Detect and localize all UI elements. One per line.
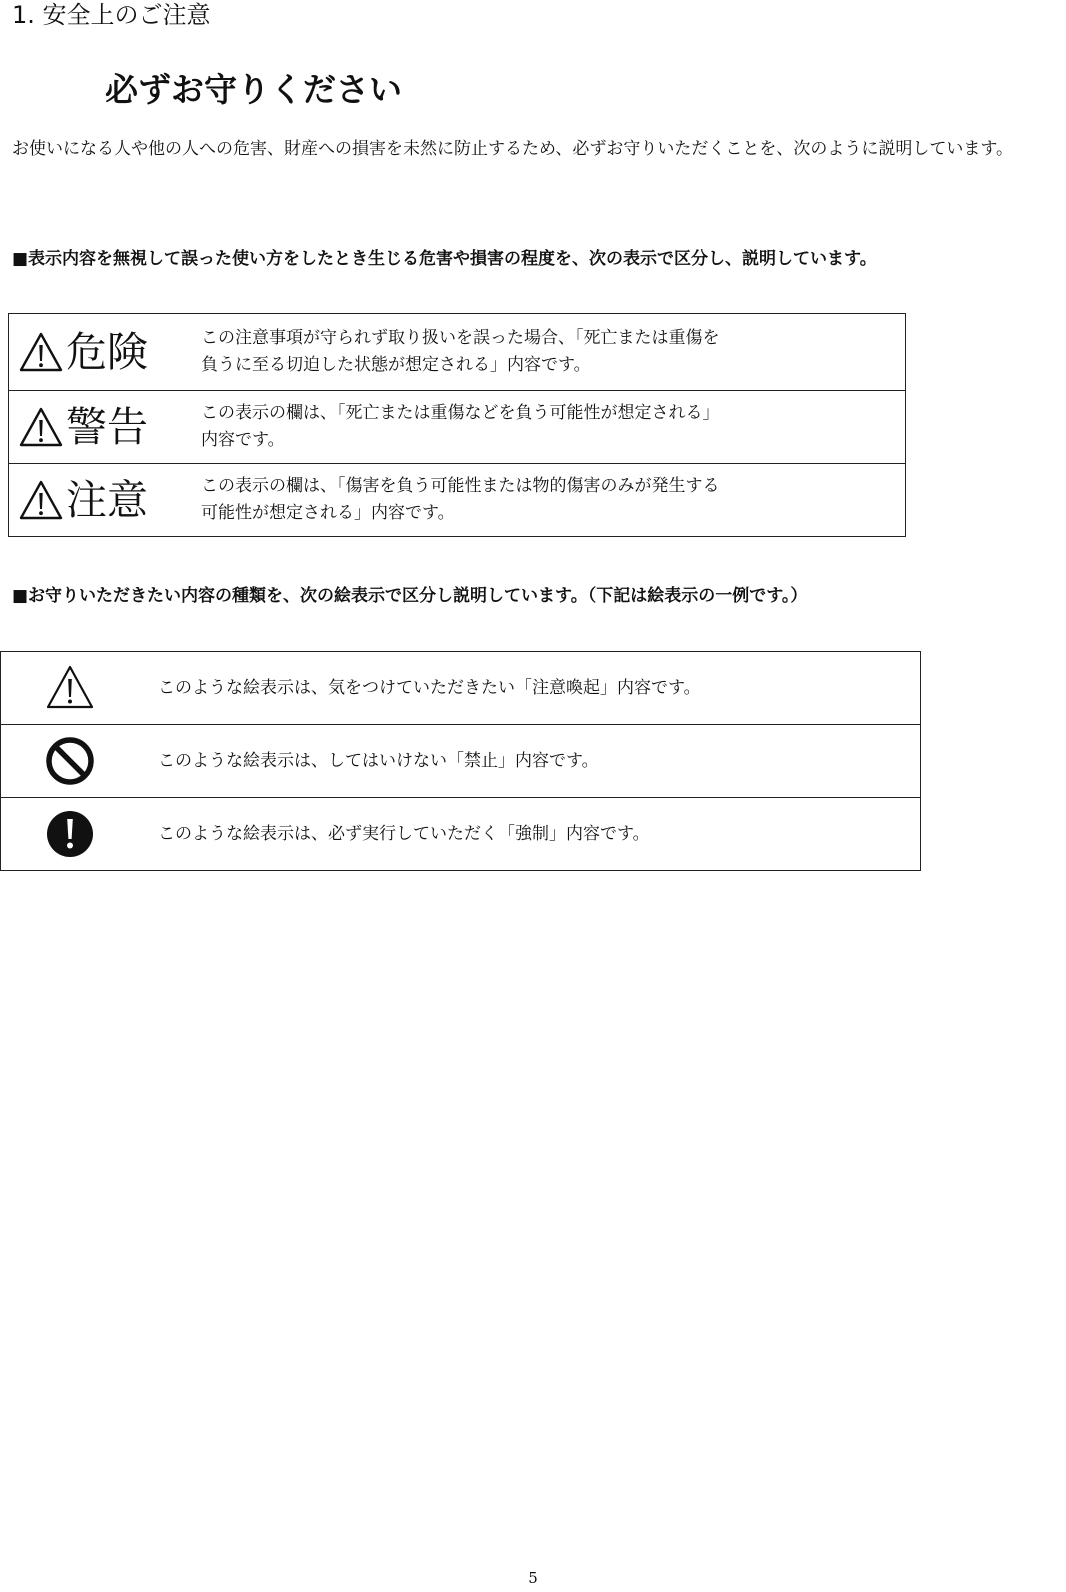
warning-description-line: 内容です。 xyxy=(201,430,285,450)
hazard-level-row xyxy=(9,314,906,391)
pictogram-description: このような絵表示は、気をつけていただきたい「注意喚起」内容です。 xyxy=(138,652,921,725)
hazard-level-row xyxy=(9,391,906,464)
caution-description-line: 可能性が想定される」内容です。 xyxy=(201,503,455,523)
pictogram-description: このような絵表示は、必ず実行していただく「強制」内容です。 xyxy=(138,798,921,871)
warning-triangle-icon xyxy=(18,406,64,448)
danger-label: 危険 xyxy=(66,328,148,376)
warning-label: 警告 xyxy=(66,403,148,451)
hazard-level-description-cell xyxy=(201,464,906,537)
pictogram-icon-cell xyxy=(1,798,139,871)
intro-paragraph: お使いになる人や他の人への危害、財産への損害を未然に防止するため、必ずお守りいただくことを、次のように説明しています。 xyxy=(12,139,1013,159)
mandatory-action-icon xyxy=(43,807,97,861)
caution-triangle-icon xyxy=(43,661,97,715)
warning-description-line: この表示の欄は、「死亡または重傷などを負う可能性が想定される」 xyxy=(201,403,720,423)
pictogram-table xyxy=(0,651,921,871)
danger-description-line: この注意事項が守られず取り扱いを誤った場合、「死亡または重傷を xyxy=(201,328,720,348)
danger-description-line: 負うに至る切迫した状態が想定される」内容です。 xyxy=(201,355,591,375)
hazard-level-label-cell xyxy=(9,314,202,391)
hazard-level-label-cell xyxy=(9,464,202,537)
caution-label: 注意 xyxy=(66,476,148,524)
hazard-level-label-cell xyxy=(9,391,202,464)
hazard-level-description-cell xyxy=(201,391,906,464)
hazard-level-description-cell xyxy=(201,314,906,391)
caution-description-line: この表示の欄は、「傷害を負う可能性または物的傷害のみが発生する xyxy=(201,476,720,496)
warning-triangle-icon xyxy=(18,479,64,521)
hazard-level-row xyxy=(9,464,906,537)
pictogram-icon-cell xyxy=(1,725,139,798)
page-number: 5 xyxy=(528,1569,538,1587)
pictogram-row xyxy=(1,652,921,725)
pictogram-icon-cell xyxy=(1,652,139,725)
page-title: 必ずお守りください xyxy=(105,70,402,109)
prohibition-icon xyxy=(43,734,97,788)
symbols-subheading: ■お守りいただきたい内容の種類を、次の絵表示で区分し説明しています。（下記は絵表示の一例です。） xyxy=(12,586,808,606)
pictogram-row xyxy=(1,725,921,798)
section-heading: 1. 安全上のご注意 xyxy=(12,1,211,29)
levels-subheading: ■表示内容を無視して誤った使い方をしたとき生じる危害や損害の程度を、次の表示で区分し、説明しています。 xyxy=(12,249,877,269)
pictogram-row xyxy=(1,798,921,871)
pictogram-description: このような絵表示は、してはいけない「禁止」内容です。 xyxy=(138,725,921,798)
warning-triangle-icon xyxy=(18,331,64,373)
hazard-level-table xyxy=(8,313,906,537)
